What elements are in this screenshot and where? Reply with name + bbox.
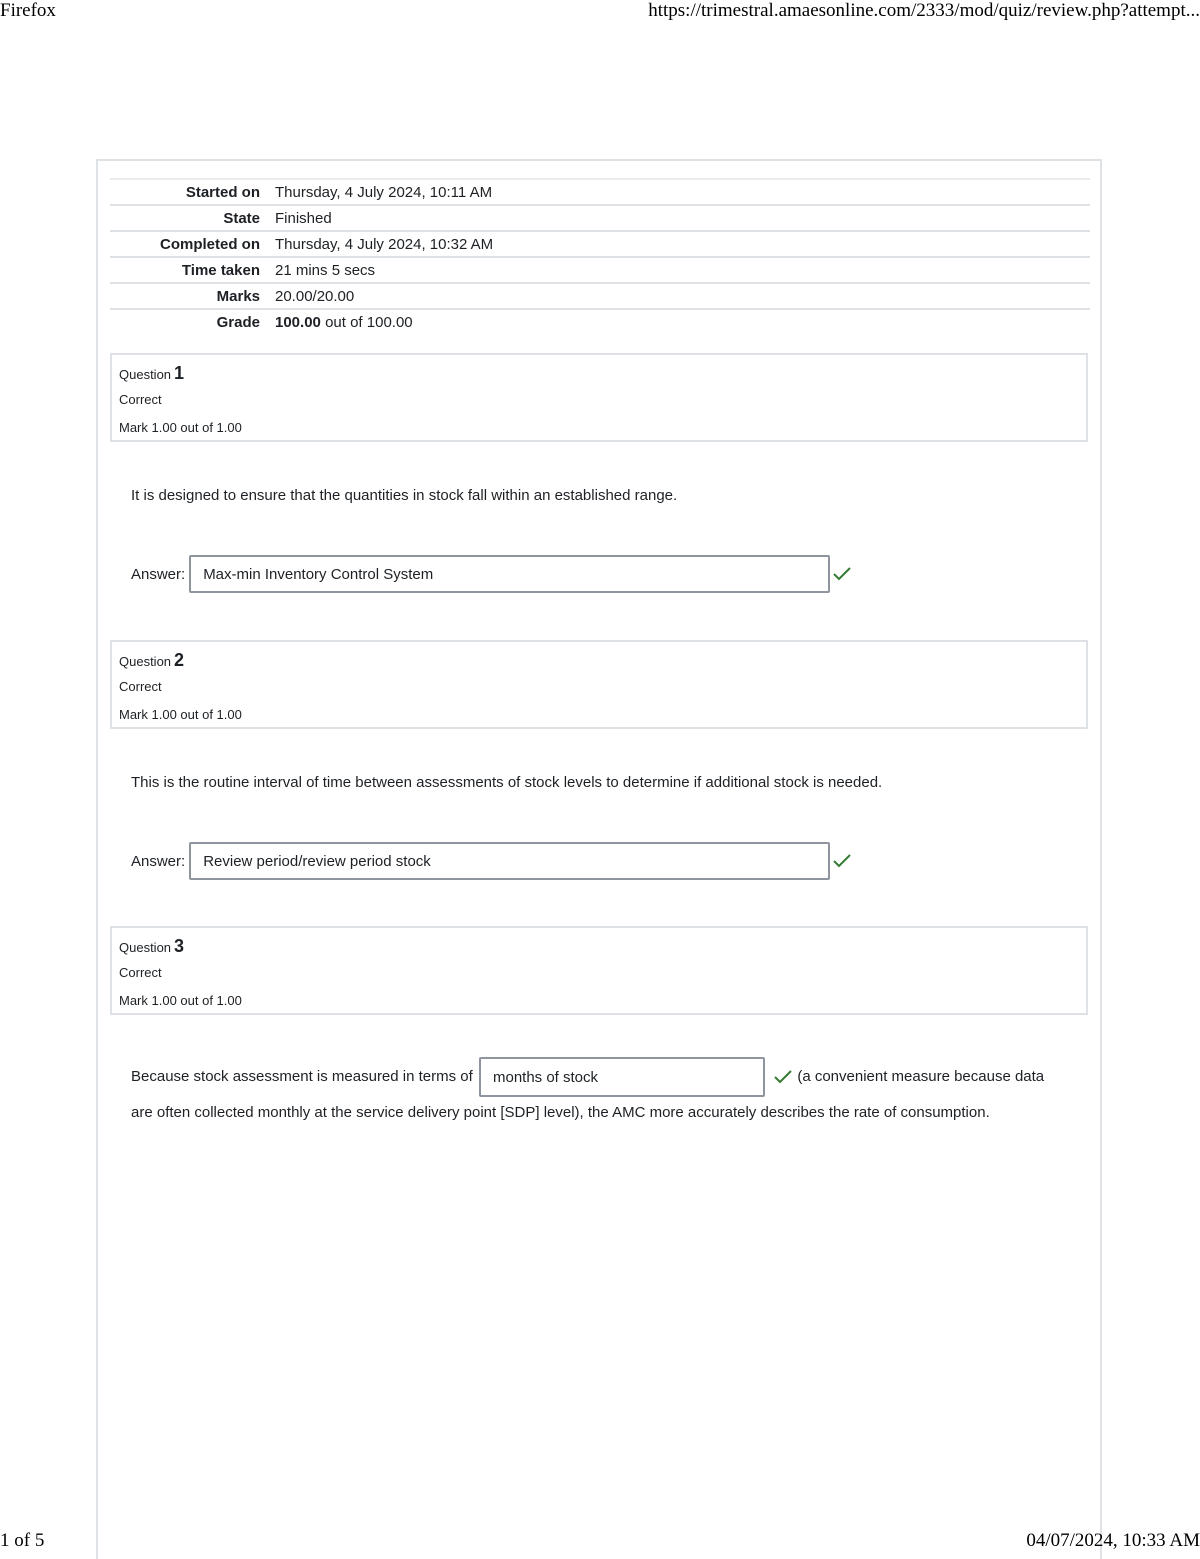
summary-row-time-taken (110, 256, 1090, 282)
summary-row-started (110, 178, 1090, 204)
question-mark: Mark 1.00 out of 1.00 (119, 707, 242, 722)
summary-value (275, 314, 1090, 331)
answer-field-2[interactable]: Review period/review period stock (189, 842, 830, 880)
question-mark: Mark 1.00 out of 1.00 (119, 420, 242, 435)
page-counter: 1 of 5 (0, 1530, 45, 1551)
question-text-3 (131, 1057, 1061, 1128)
question-text-2: This is the routine interval of time between assessments of stock levels to determine if additional stock is needed. (131, 774, 883, 791)
summary-label: Marks (216, 287, 260, 305)
browser-name: Firefox (0, 0, 56, 21)
question-state: Correct (119, 392, 162, 407)
correct-check-icon (773, 1067, 793, 1087)
summary-row-state (110, 204, 1090, 230)
summary-value: Thursday, 4 July 2024, 10:11 AM (275, 183, 493, 201)
question-state: Correct (119, 965, 162, 980)
question-number (119, 363, 184, 384)
grade-suffix: out of 100.00 (325, 313, 413, 331)
correct-check-icon (832, 564, 852, 584)
summary-value: Finished (275, 209, 332, 227)
question-text-after: (a convenient measure because data are often collected monthly at the service delivery point [SDP] level), the AMC more accurately describes the rate of consumption. (131, 1067, 1045, 1121)
question-info-3 (110, 926, 1088, 1015)
question-num: 2 (174, 650, 185, 670)
summary-row-completed (110, 230, 1090, 256)
summary-label: Grade (216, 313, 260, 331)
grade-score: 100.00 (275, 313, 321, 331)
question-number (119, 936, 184, 957)
correct-check-icon (832, 851, 852, 871)
summary-label: Completed on (160, 235, 260, 253)
answer-label: Answer: (131, 565, 186, 583)
question-text-before: Because stock assessment is measured in terms of (131, 1067, 473, 1085)
summary-row-grade (110, 308, 1090, 334)
print-datetime: 04/07/2024, 10:33 AM (1026, 1530, 1200, 1551)
question-text-1: It is designed to ensure that the quantities in stock fall within an established range. (131, 487, 678, 504)
question-info-2 (110, 640, 1088, 729)
quiz-summary-table (110, 178, 1090, 334)
summary-value: Thursday, 4 July 2024, 10:32 AM (275, 235, 494, 253)
question-state: Correct (119, 679, 162, 694)
summary-value: 21 mins 5 secs (275, 261, 376, 279)
question-number (119, 650, 184, 671)
summary-value: 20.00/20.00 (275, 287, 355, 305)
question-num: 1 (174, 363, 185, 383)
answer-label: Answer: (131, 852, 186, 870)
question-info-1 (110, 353, 1088, 442)
answer-field-3[interactable]: months of stock (479, 1057, 765, 1097)
answer-line-1 (131, 555, 852, 593)
answer-field-1[interactable]: Max-min Inventory Control System (189, 555, 830, 593)
answer-line-2 (131, 842, 852, 880)
print-header (0, 0, 1200, 24)
summary-label: Started on (185, 183, 260, 201)
question-num: 3 (174, 936, 185, 956)
summary-label: Time taken (181, 261, 260, 279)
print-footer (0, 1530, 1200, 1554)
question-prefix: Question (119, 940, 172, 955)
question-mark: Mark 1.00 out of 1.00 (119, 993, 242, 1008)
question-prefix: Question (119, 367, 172, 382)
summary-label: State (223, 209, 260, 227)
summary-row-marks (110, 282, 1090, 308)
question-prefix: Question (119, 654, 172, 669)
page-url: https://trimestral.amaesonline.com/2333/mod/quiz/review.php?attempt... (648, 0, 1200, 21)
